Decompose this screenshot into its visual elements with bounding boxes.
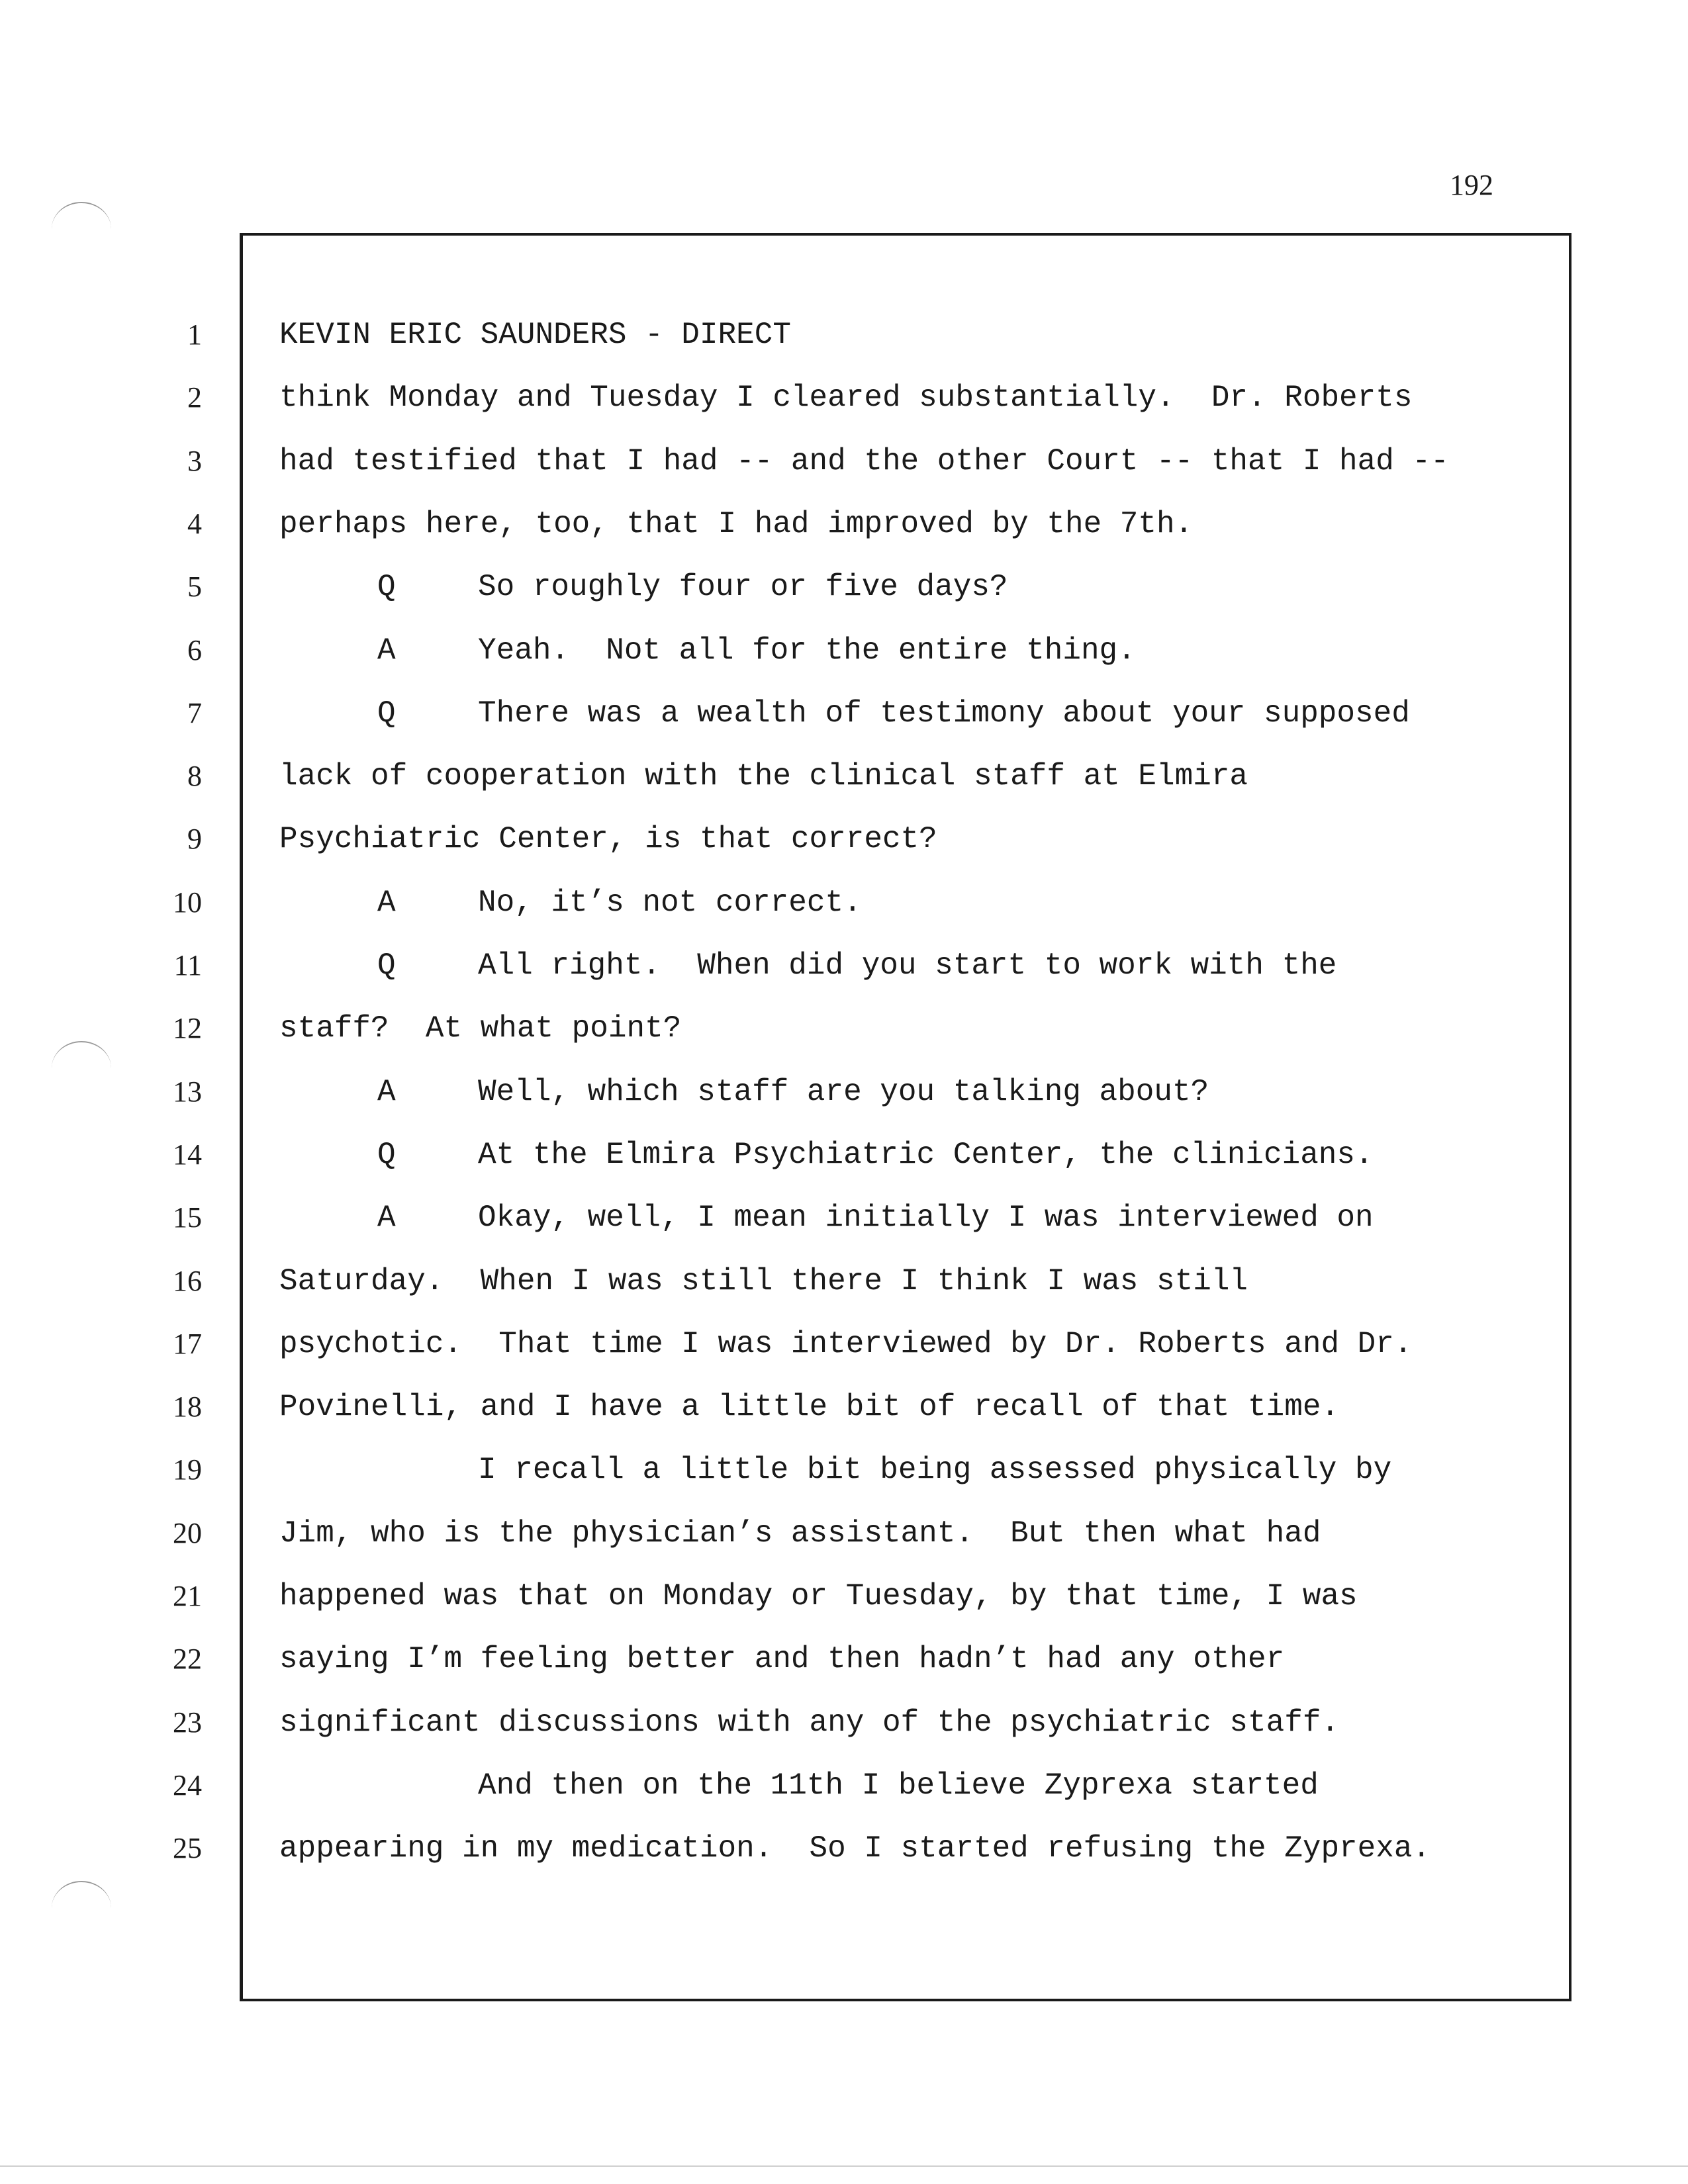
line-number: 13 bbox=[173, 1075, 202, 1108]
answer-marker: A bbox=[377, 886, 396, 920]
testimony-line: Okay, well, I mean initially I was interviewed on bbox=[478, 1201, 1374, 1235]
line-number: 1 bbox=[187, 318, 202, 351]
line-number: 11 bbox=[173, 949, 202, 981]
line-number: 14 bbox=[173, 1138, 202, 1171]
witness-header: KEVIN ERIC SAUNDERS - DIRECT bbox=[279, 318, 791, 352]
line-number: 21 bbox=[173, 1580, 202, 1612]
line-number: 23 bbox=[173, 1706, 202, 1739]
testimony-line: Saturday. When I was still there I think I was still bbox=[279, 1264, 1248, 1298]
testimony-line: I recall a little bit being assessed physically by bbox=[478, 1453, 1392, 1487]
line-number: 19 bbox=[173, 1453, 202, 1486]
line-number: 9 bbox=[187, 823, 202, 855]
testimony-line: No, it’s not correct. bbox=[478, 886, 862, 920]
testimony-line: Well, which staff are you talking about? bbox=[478, 1075, 1209, 1109]
testimony-line: And then on the 11th I believe Zyprexa started bbox=[478, 1768, 1319, 1803]
testimony-line: lack of cooperation with the clinical staff at Elmira bbox=[279, 759, 1248, 794]
bottom-edge-rule bbox=[0, 2165, 1688, 2167]
punch-hole-mark-bottom bbox=[52, 1881, 111, 1935]
line-number: 24 bbox=[173, 1769, 202, 1801]
answer-marker: A bbox=[377, 1075, 396, 1109]
line-number: 18 bbox=[173, 1390, 202, 1423]
testimony-line: Povinelli, and I have a little bit of recall of that time. bbox=[279, 1390, 1340, 1424]
punch-hole-mark-top bbox=[52, 202, 111, 256]
answer-marker: A bbox=[377, 633, 396, 668]
line-number: 17 bbox=[173, 1328, 202, 1360]
testimony-line: perhaps here, too, that I had improved by the 7th. bbox=[279, 507, 1194, 541]
testimony-line: appearing in my medication. So I started refusing the Zyprexa. bbox=[279, 1831, 1431, 1866]
testimony-line: happened was that on Monday or Tuesday, by that time, I was bbox=[279, 1579, 1358, 1614]
line-number: 8 bbox=[187, 760, 202, 792]
line-number: 3 bbox=[187, 445, 202, 477]
testimony-line: significant discussions with any of the psychiatric staff. bbox=[279, 1706, 1340, 1740]
question-marker: Q bbox=[377, 948, 396, 983]
answer-marker: A bbox=[377, 1201, 396, 1235]
line-number: 15 bbox=[173, 1201, 202, 1234]
testimony-line: psychotic. That time I was interviewed by Dr. Roberts and Dr. bbox=[279, 1327, 1413, 1361]
line-number: 20 bbox=[173, 1517, 202, 1549]
testimony-line: So roughly four or five days? bbox=[478, 570, 1008, 604]
line-number: 7 bbox=[187, 697, 202, 729]
line-number: 22 bbox=[173, 1643, 202, 1675]
testimony-line: had testified that I had -- and the other Court -- that I had -- bbox=[279, 444, 1449, 478]
testimony-line: There was a wealth of testimony about your supposed bbox=[478, 696, 1410, 731]
line-number: 5 bbox=[187, 570, 202, 603]
testimony-line: Jim, who is the physician’s assistant. But then what had bbox=[279, 1516, 1321, 1551]
testimony-line: saying I’m feeling better and then hadn’t had any other bbox=[279, 1642, 1285, 1676]
line-number: 4 bbox=[187, 508, 202, 540]
line-number: 25 bbox=[173, 1832, 202, 1864]
question-marker: Q bbox=[377, 696, 396, 731]
page-number: 192 bbox=[1450, 169, 1493, 201]
line-number: 6 bbox=[187, 634, 202, 666]
question-marker: Q bbox=[377, 1138, 396, 1172]
line-number: 2 bbox=[187, 381, 202, 414]
testimony-line: staff? At what point? bbox=[279, 1011, 682, 1046]
testimony-line: At the Elmira Psychiatric Center, the clinicians. bbox=[478, 1138, 1374, 1172]
line-number: 16 bbox=[173, 1265, 202, 1297]
testimony-line: Yeah. Not all for the entire thing. bbox=[478, 633, 1136, 668]
question-marker: Q bbox=[377, 570, 396, 604]
testimony-line: think Monday and Tuesday I cleared substantially. Dr. Roberts bbox=[279, 381, 1413, 415]
testimony-line: All right. When did you start to work with the bbox=[478, 948, 1337, 983]
line-number: 10 bbox=[173, 886, 202, 919]
line-number: 12 bbox=[173, 1012, 202, 1044]
testimony-line: Psychiatric Center, is that correct? bbox=[279, 822, 937, 856]
punch-hole-mark-middle bbox=[52, 1041, 111, 1095]
